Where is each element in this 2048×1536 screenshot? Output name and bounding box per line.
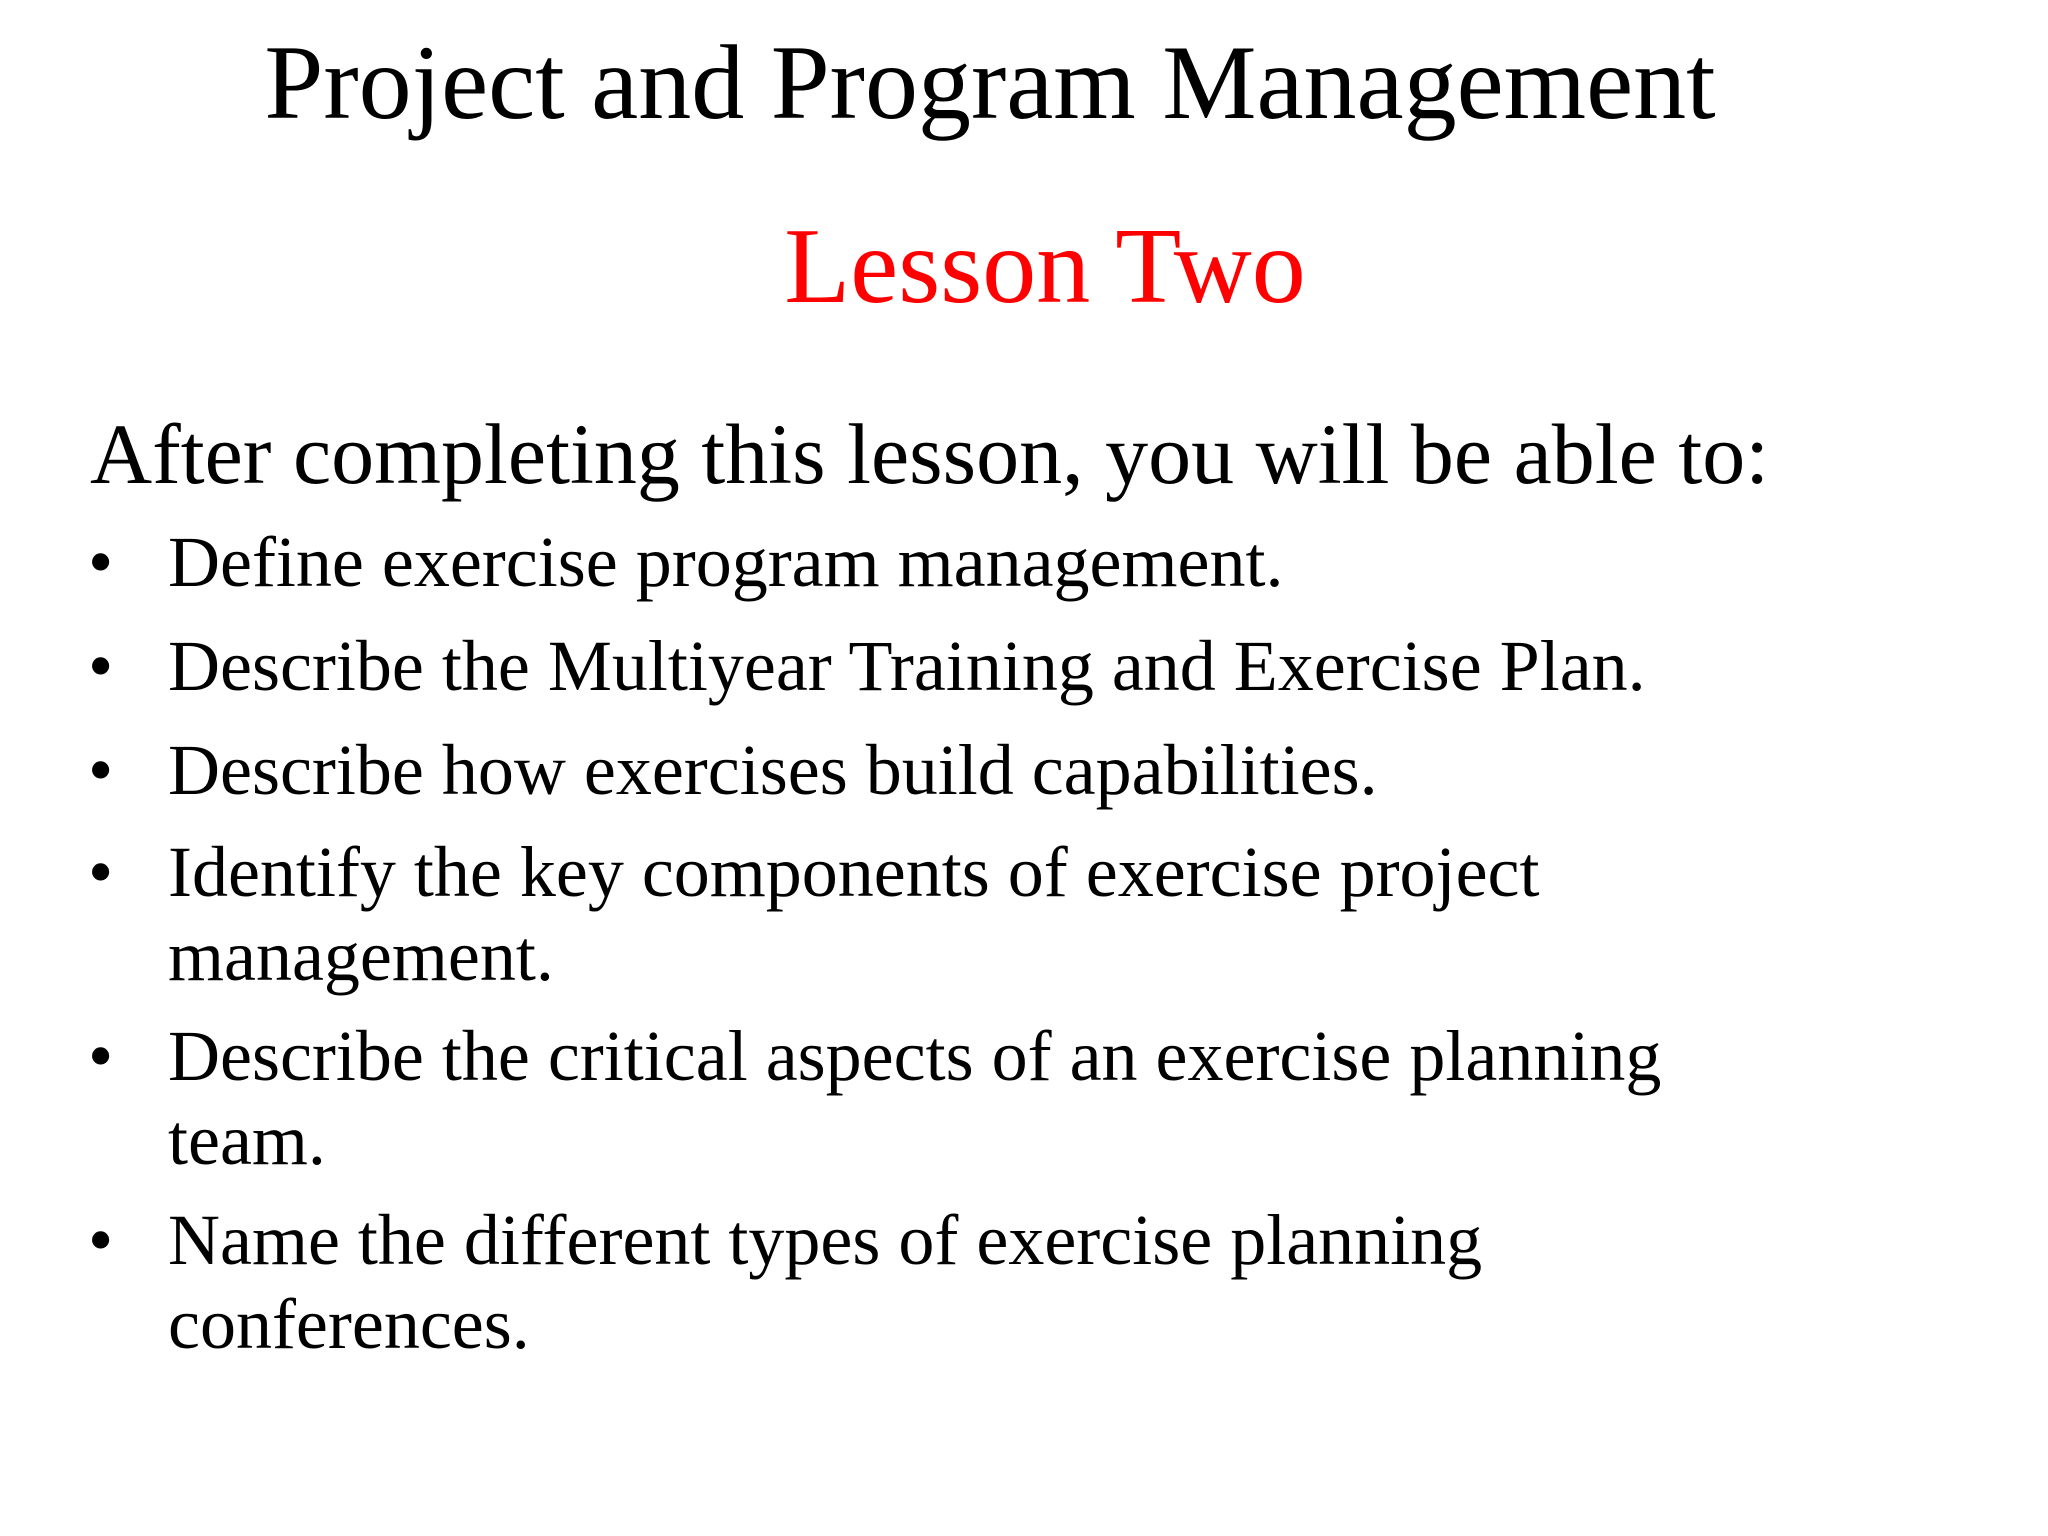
objective-text — [168, 830, 1928, 998]
objective-text — [168, 1198, 1928, 1366]
bullet-icon: • — [88, 626, 114, 706]
bullet-icon: • — [88, 1200, 114, 1280]
objective-text — [168, 624, 1928, 708]
bullet-icon: • — [88, 1016, 114, 1096]
objective-line: Define exercise program management. — [168, 522, 1284, 602]
objective-line: Describe the critical aspects of an exercise planning — [168, 1016, 1662, 1096]
intro-text: After completing this lesson, you will be able to: — [90, 406, 1770, 502]
objective-line: Name the different types of exercise planning — [168, 1200, 1483, 1280]
objective-line: Identify the key components of exercise project — [168, 832, 1540, 912]
objective-text — [168, 1014, 1928, 1182]
bullet-icon: • — [88, 730, 114, 810]
objective-line: team. — [168, 1100, 326, 1180]
objective-line: management. — [168, 916, 554, 996]
bullet-icon: • — [88, 522, 114, 602]
objective-line: conferences. — [168, 1284, 530, 1364]
objective-line: Describe how exercises build capabilities. — [168, 730, 1378, 810]
objective-line: Describe the Multiyear Training and Exercise Plan. — [168, 626, 1646, 706]
objective-text — [168, 728, 1928, 812]
bullet-icon: • — [88, 832, 114, 912]
slide-title: Project and Program Management — [264, 24, 1716, 141]
objective-text — [168, 520, 1928, 604]
lesson-subtitle: Lesson Two — [784, 207, 1306, 326]
